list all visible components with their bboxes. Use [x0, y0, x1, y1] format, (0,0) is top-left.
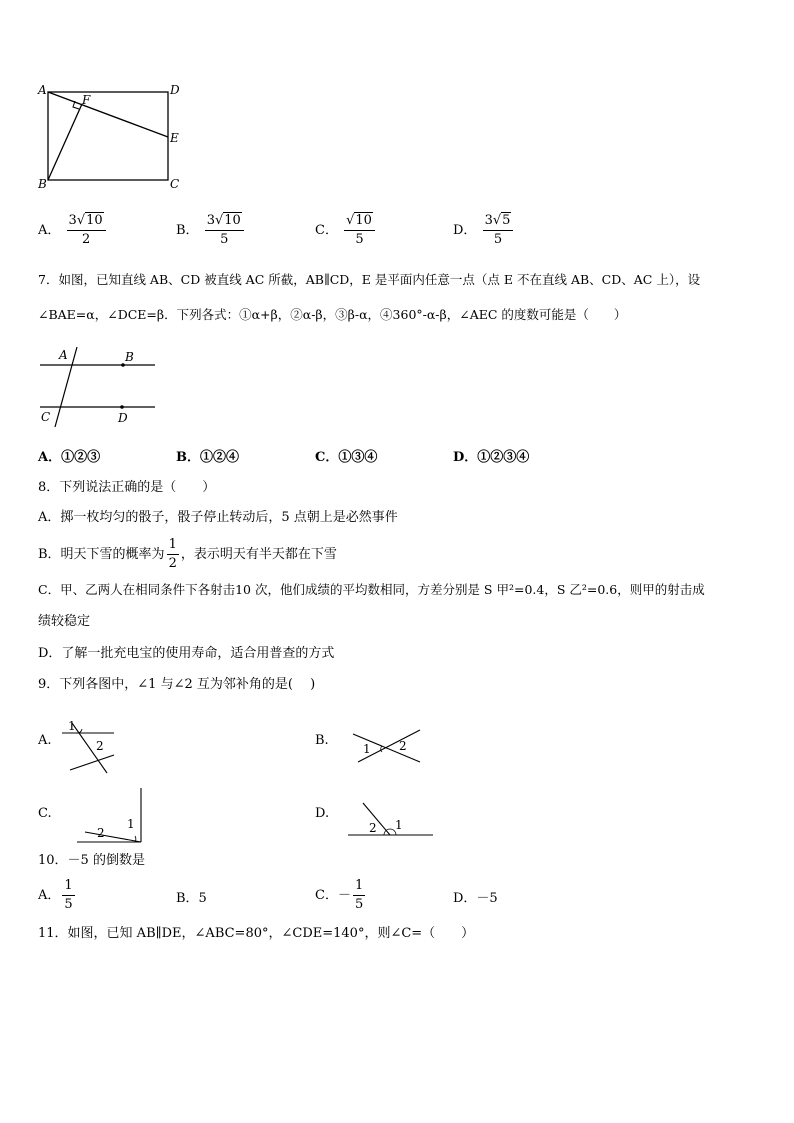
point-label-B: B: [38, 177, 47, 191]
q9-stem: 9．下列各图中，∠1 与∠2 互为邻补角的是( ): [38, 677, 316, 692]
parallel-lines-figure: [35, 345, 165, 430]
point-label-A: A: [38, 83, 47, 97]
angle-2-label: 2: [97, 826, 105, 840]
q7-option-c[interactable]: C．①③④: [315, 450, 378, 465]
q8-option-b[interactable]: B．明天下雪的概率为 $\frac{1}{2}$ ，表示明天有半天都在下雪: [38, 537, 337, 571]
angle-1-label: 1: [395, 818, 403, 832]
angle-2-label: 2: [399, 739, 407, 753]
q9-figure-a: [62, 715, 122, 775]
point-label-B: B: [125, 350, 134, 364]
q8-option-c-line2: 绩较稳定: [38, 614, 91, 629]
q9-figure-d: [345, 795, 435, 840]
angle-2-label: 2: [369, 821, 377, 835]
q8-option-c-line1[interactable]: C．甲、乙两人在相同条件下各射击10 次，他们成绩的平均数相同，方差分别是 S 甲²=0.4，S 乙²=0.6，则甲的射击成: [38, 582, 705, 597]
angle-2-label: 2: [96, 739, 104, 753]
q6-option-b[interactable]: B． $\frac{3√10}{5}$: [176, 212, 246, 249]
q11-stem: 11．如图，已知 AB∥DE，∠ABC=80°，∠CDE=140°，则∠C=（ ）: [38, 926, 475, 941]
point-label-C: C: [170, 177, 180, 191]
q9-option-d-label[interactable]: D.: [315, 806, 330, 821]
q7-stem-line1: 7．如图，已知直线 AB、CD 被直线 AC 所截，AB∥CD，E 是平面内任意一点（点 E 不在直线 AB、CD、AC 上），设: [38, 272, 701, 287]
rectangle-figure: [30, 80, 190, 195]
point-label-D: D: [118, 411, 128, 425]
point-label-A: A: [59, 348, 68, 362]
q9-figure-b: [350, 722, 425, 767]
q8-option-d[interactable]: D．了解一批充电宝的使用寿命，适合用普查的方式: [38, 646, 335, 661]
q6-option-a[interactable]: A． $\frac{3√10}{2}$: [38, 212, 108, 249]
angle-1-label: 1: [127, 817, 135, 831]
q8-option-a[interactable]: A．掷一枚均匀的骰子，骰子停止转动后，5 点朝上是必然事件: [38, 510, 398, 525]
q9-option-c-label[interactable]: C.: [38, 806, 52, 821]
q10-option-c[interactable]: C．－ $\frac{1}{5}$: [315, 878, 364, 912]
q10-option-a[interactable]: A． $\frac{1}{5}$: [38, 878, 73, 912]
angle-1-label: 1: [68, 719, 76, 733]
q7-option-d[interactable]: D．①②③④: [453, 450, 530, 465]
point-label-F: F: [82, 93, 91, 107]
q7-option-b[interactable]: B．①②④: [176, 450, 239, 465]
q10-option-b[interactable]: B．5: [176, 891, 207, 906]
q10-option-d[interactable]: D．－5: [453, 891, 498, 906]
q10-stem: 10．－5 的倒数是: [38, 853, 145, 868]
q9-option-a-label[interactable]: A.: [38, 733, 52, 748]
q7-option-a[interactable]: A．①②③: [38, 450, 101, 465]
point-label-C: C: [41, 410, 51, 424]
q9-figure-c: [75, 786, 150, 846]
angle-1-label: 1: [363, 742, 371, 756]
q8-stem: 8．下列说法正确的是（ ）: [38, 480, 216, 495]
q6-option-c[interactable]: C． $\frac{√10}{5}$: [315, 212, 377, 249]
point-label-D: D: [170, 83, 180, 97]
point-label-E: E: [170, 131, 179, 145]
q7-stem-line2: ∠BAE=α，∠DCE=β．下列各式：①α+β，②α-β，③β-α，④360°-α-β，∠AEC 的度数可能是（ ）: [38, 307, 627, 322]
q9-option-b-label[interactable]: B.: [315, 733, 329, 748]
q6-option-d[interactable]: D． $\frac{3√5}{5}$: [453, 212, 515, 249]
